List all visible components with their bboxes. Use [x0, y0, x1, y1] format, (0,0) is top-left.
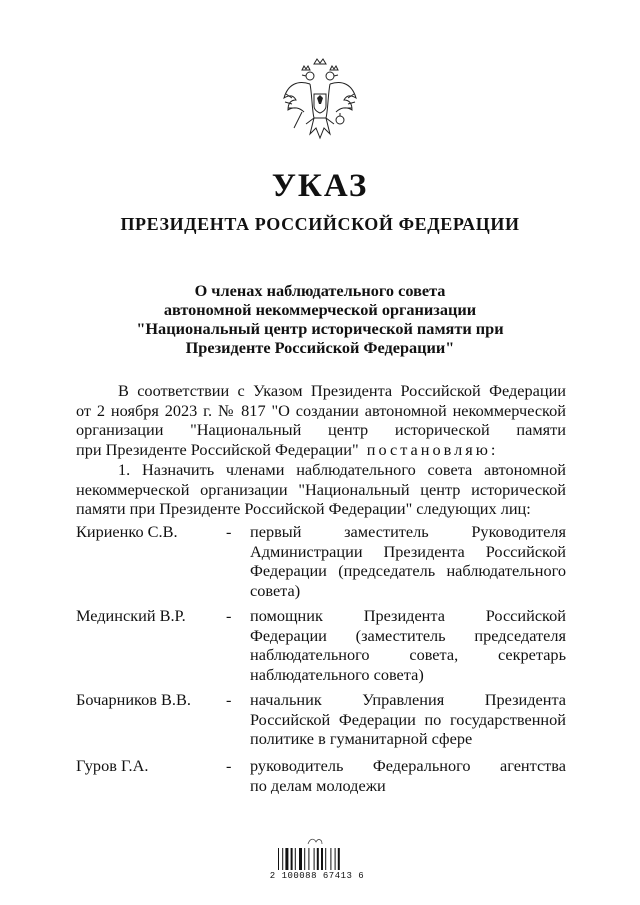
paragraph-text: при Президенте Российской Федерации": [76, 439, 359, 459]
paragraph-line: [76, 440, 566, 460]
role-line: руководитель Федерального агентства: [250, 756, 566, 775]
role-line: совета): [250, 580, 301, 600]
role-line: помощник Президента Российской: [250, 606, 566, 625]
member-dash: -: [226, 690, 232, 709]
paragraph-line: В соответствии с Указом Президента Российской Федерации: [118, 381, 566, 400]
decree-word: постановляю:: [366, 439, 499, 459]
member-role: [250, 606, 566, 684]
heading-line: автономной некоммерческой организации: [163, 300, 477, 319]
role-line: политике в гуманитарной сфере: [250, 729, 473, 748]
role-line: Администрации Президента Российской: [250, 541, 566, 561]
member-name: Бочарников В.В.: [76, 690, 191, 709]
preamble-paragraph: [76, 381, 566, 459]
role-line: первый заместитель Руководителя: [250, 522, 566, 541]
paragraph-line: памяти при Президенте Российской Федерации" следующих лиц:: [76, 499, 531, 518]
paragraph-line: 1. Назначить членами наблюдательного совета автономной: [118, 460, 566, 479]
barcode-number: 2 100088 67413 6: [269, 871, 365, 881]
role-line: наблюдательного совета, секретарь: [250, 645, 566, 664]
document-title: УКАЗ: [271, 168, 369, 204]
role-line: наблюдательного совета): [250, 664, 424, 684]
heading-line: Президенте Российской Федерации": [185, 338, 455, 357]
member-name: Гуров Г.А.: [76, 756, 149, 775]
member-dash: -: [226, 756, 232, 775]
document-subtitle: ПРЕЗИДЕНТА РОССИЙСКОЙ ФЕДЕРАЦИИ: [120, 214, 520, 234]
paragraph-line: некоммерческой организации "Национальный центр исторической: [76, 479, 566, 499]
member-name: Мединский В.Р.: [76, 606, 186, 625]
coat-of-arms-emblem-icon: [280, 54, 360, 146]
member-role: [250, 756, 566, 795]
role-line: Федерации (заместитель председателя: [250, 625, 566, 645]
member-name: Кириенко С.В.: [76, 522, 178, 541]
decree-heading: [0, 281, 640, 357]
member-role: [250, 522, 566, 600]
heading-line: "Национальный центр исторической памяти при: [136, 319, 504, 338]
role-line: Российской Федерации по государственной: [250, 709, 566, 729]
role-line: начальник Управления Президента: [250, 690, 566, 709]
role-line: по делам молодежи: [250, 775, 386, 795]
member-dash: -: [226, 522, 232, 541]
member-role: [250, 690, 566, 749]
clause-1-paragraph: [76, 460, 566, 519]
paragraph-line: от 2 ноября 2023 г. № 817 "О создании автономной некоммерческой: [76, 400, 566, 420]
heading-line: О членах наблюдательного совета: [194, 281, 446, 300]
role-line: Федерации (председатель наблюдательного: [250, 561, 566, 580]
paragraph-line: организации "Национальный центр исторической памяти: [76, 420, 566, 439]
member-dash: -: [226, 606, 232, 625]
